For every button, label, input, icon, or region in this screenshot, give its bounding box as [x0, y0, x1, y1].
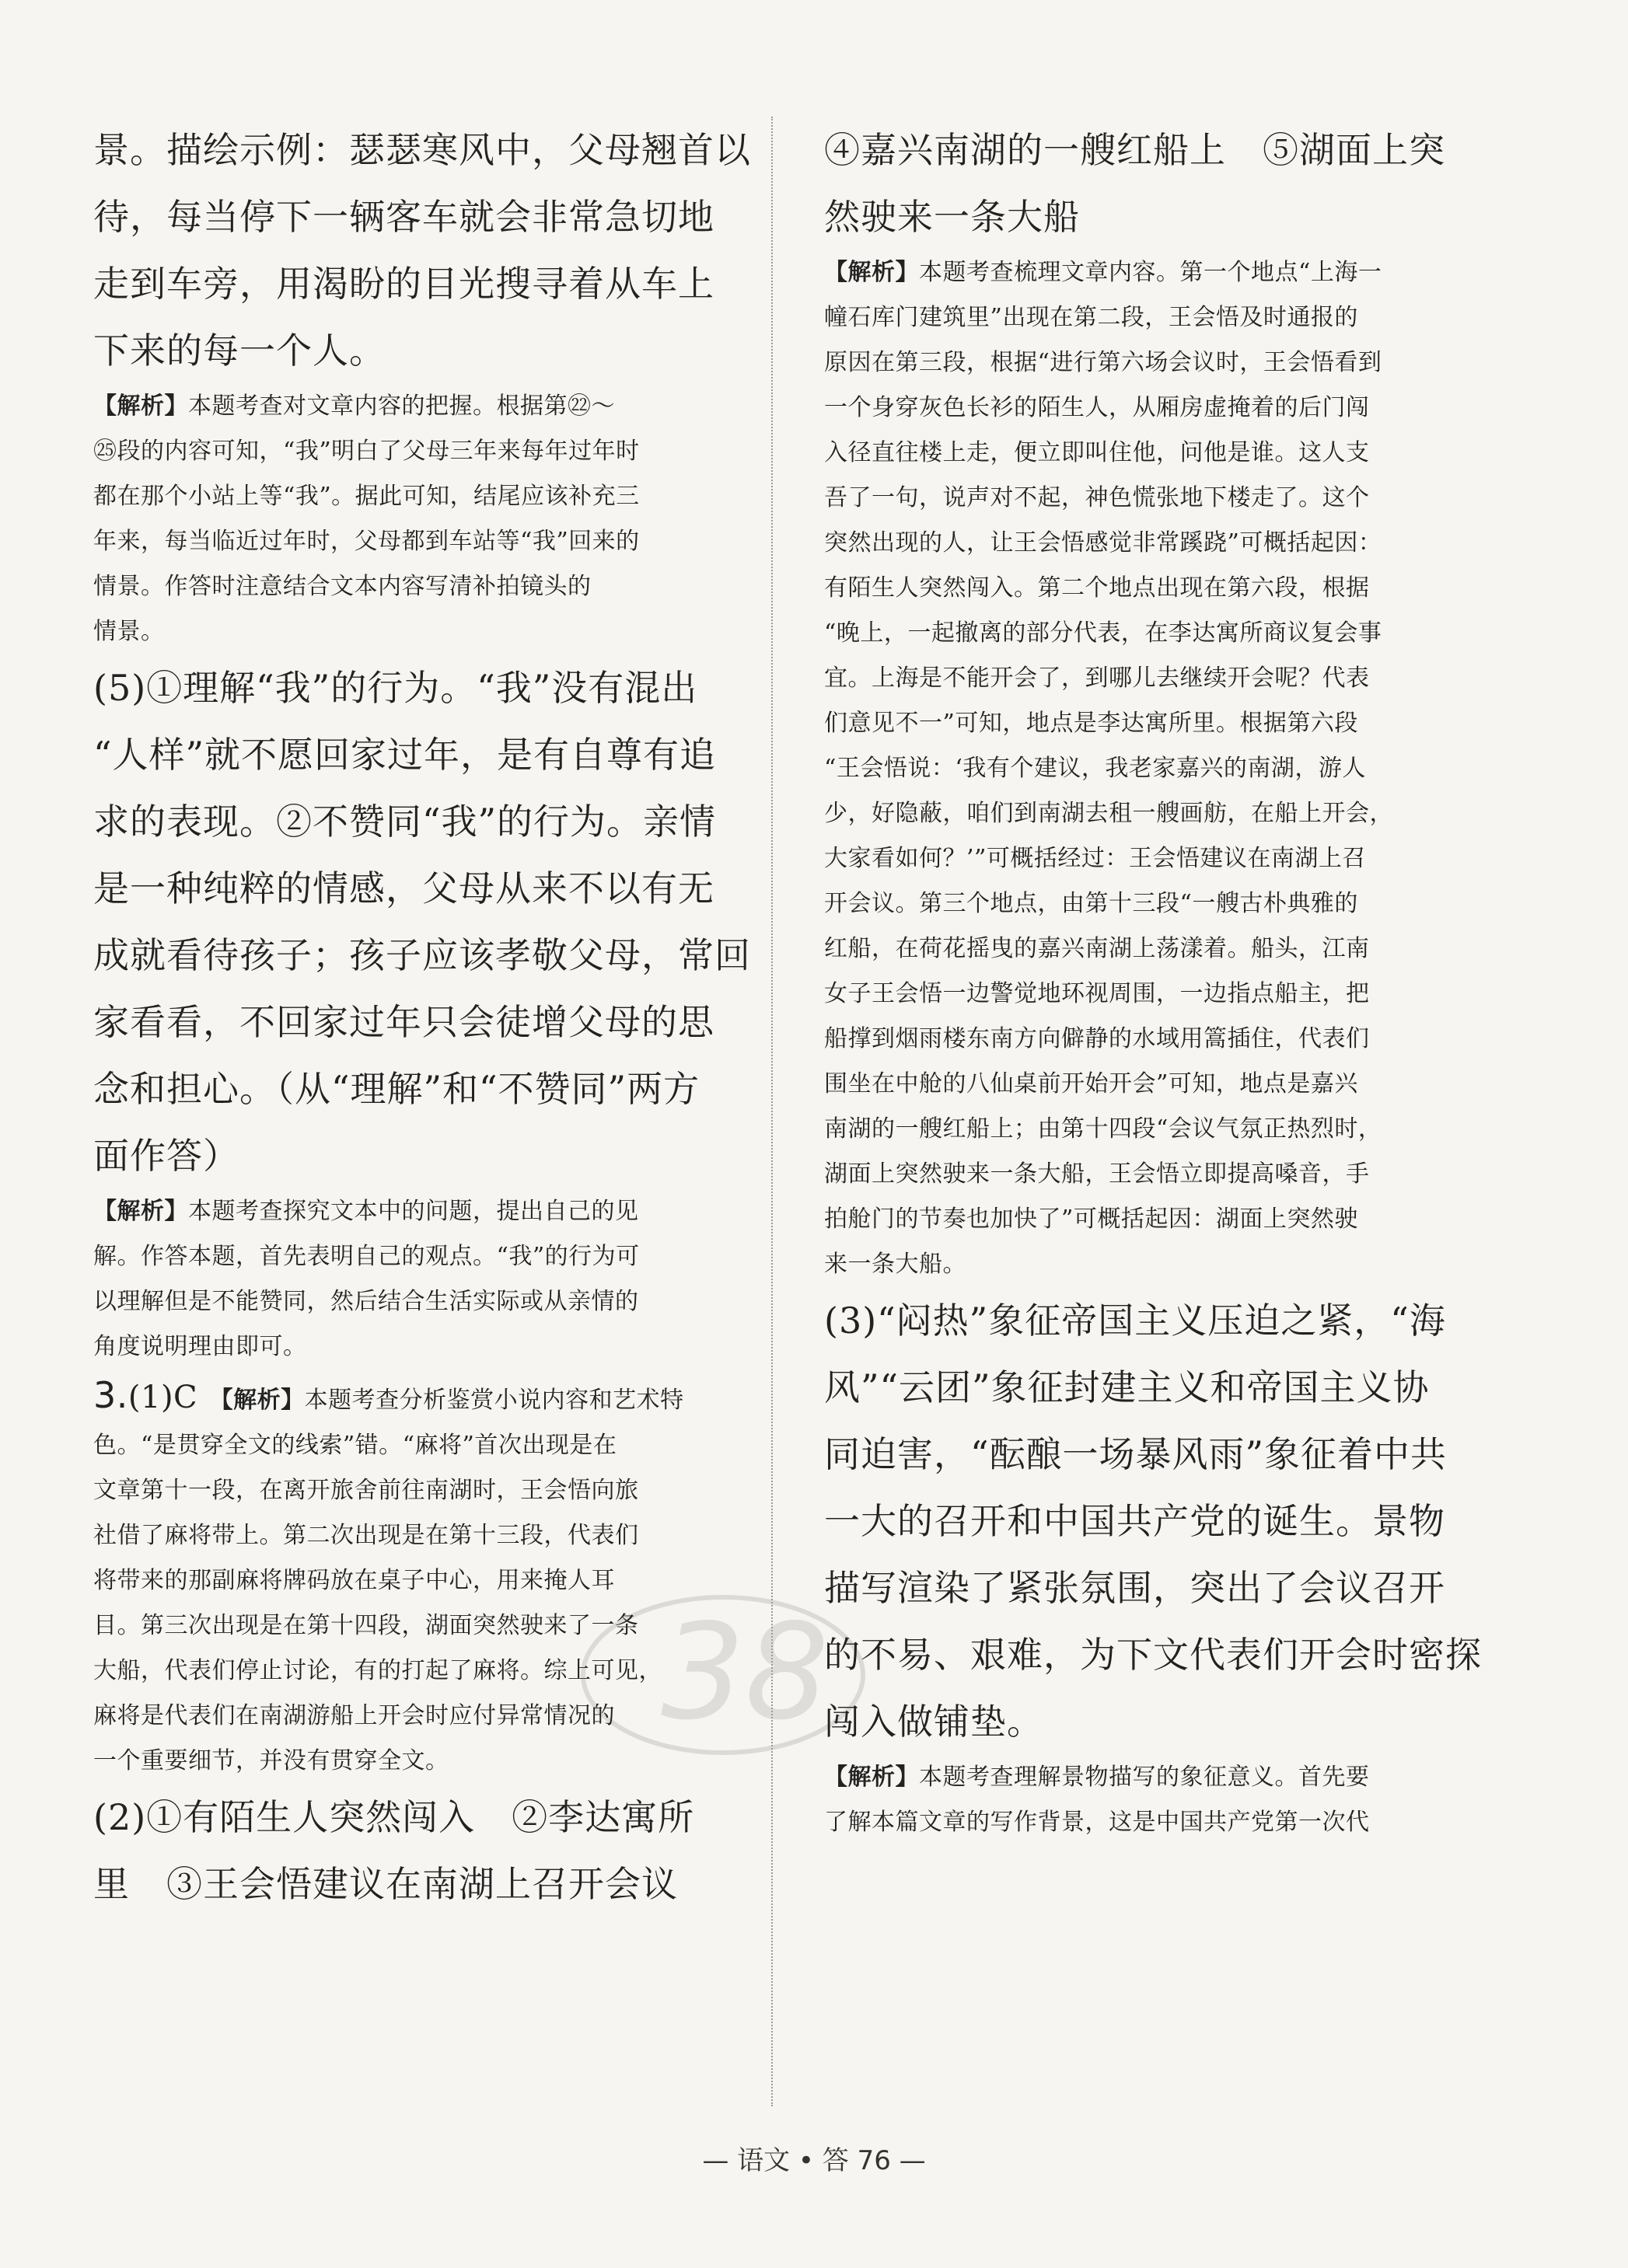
line-text: 社借了麻将带上。第二次出现是在第十三段，代表们 [93, 1522, 639, 1549]
line-text: 入径直往楼上走，便立即叫住他，问他是谁。这人支 [824, 439, 1370, 466]
line-text: 家看看，不回家过年只会徒增父母的思 [93, 1001, 714, 1043]
line-text: ㉕段的内容可知，“我”明白了父母三年来每年过年时 [93, 438, 640, 465]
analysis-tag: 【解析】 [93, 1198, 188, 1225]
line-text: 以理解但是不能赞同，然后结合生活实际或从亲情的 [93, 1288, 639, 1315]
line-text: 本题考查对文章内容的把握。根据第㉒～ [188, 393, 615, 420]
analysis-line [824, 1242, 1508, 1287]
line-text: 角度说明理由即可。 [93, 1333, 307, 1360]
analysis-line [824, 1107, 1508, 1152]
analysis-block [824, 250, 1508, 1287]
answer-line [824, 1488, 1508, 1554]
analysis-line [93, 1649, 777, 1694]
line-text: 女子王会悟一边警觉地环视周围，一边指点船主，把 [824, 980, 1370, 1007]
analysis-line [93, 1694, 777, 1739]
analysis-line [824, 1197, 1508, 1242]
line-text: 围坐在中舱的八仙桌前开始开会”可知，地点是嘉兴 [824, 1070, 1358, 1097]
line-text: 本题考查探究文本中的问题，提出自己的见 [188, 1198, 639, 1225]
answer-line [93, 1122, 777, 1189]
line-text: 景。描绘示例：瑟瑟寒风中，父母翘首以 [93, 129, 751, 171]
line-text: 们意见不一”可知，地点是李达寓所里。根据第六段 [824, 710, 1358, 737]
analysis-line [824, 521, 1508, 566]
analysis-line [824, 881, 1508, 926]
analysis-line [824, 611, 1508, 656]
answer-block [93, 117, 777, 384]
line-text: (5)①理解“我”的行为。“我”没有混出 [93, 667, 698, 709]
line-text: 大船，代表们停止讨论，有的打起了麻将。综上可见， [93, 1657, 662, 1684]
analysis-line [824, 746, 1508, 791]
line-text: 下来的每一个人。 [93, 330, 386, 372]
line-text: 宜。上海是不能开会了，到哪儿去继续开会呢？代表 [824, 665, 1370, 692]
line-text: 文章第十一段，在离开旅舍前往南湖时，王会悟向旅 [93, 1477, 639, 1504]
analysis-line [824, 972, 1508, 1017]
answer-line [824, 1354, 1508, 1421]
line-text: 南湖的一艘红船上；由第十四段“会议气氛正热烈时， [824, 1115, 1382, 1143]
line-text: 一个身穿灰色长衫的陌生人，从厢房虚掩着的后门闯 [824, 394, 1370, 421]
line-text: 来一条大船。 [824, 1251, 966, 1278]
answer-line [824, 1554, 1508, 1621]
answer-line [93, 1055, 777, 1122]
line-text: 的不易、艰难，为下文代表们开会时密探 [824, 1634, 1482, 1676]
question-number: 3. [93, 1374, 128, 1416]
analysis-line [93, 1468, 777, 1513]
answer-block [93, 654, 777, 1189]
analysis-line [824, 566, 1508, 611]
analysis-line [93, 1513, 777, 1558]
line-text: 本题考查梳理文章内容。第一个地点“上海一 [919, 259, 1382, 286]
answer-line [824, 1287, 1508, 1354]
line-text: 走到车旁，用渴盼的目光搜寻着从车上 [93, 263, 714, 305]
analysis-line [93, 564, 777, 609]
answer-block [824, 1287, 1508, 1755]
analysis-line [93, 519, 777, 564]
analysis-line [93, 474, 777, 519]
answer-line [93, 788, 777, 855]
analysis-block [824, 1755, 1508, 1845]
analysis-line [824, 386, 1508, 431]
analysis-line [93, 1423, 777, 1468]
question-3 [93, 1373, 777, 1423]
analysis-line [93, 1279, 777, 1324]
answer-line [824, 183, 1508, 250]
line-text: 都在那个小站上等“我”。据此可知，结尾应该补充三 [93, 483, 640, 510]
line-text: 求的表现。②不赞同“我”的行为。亲情 [93, 801, 717, 843]
analysis-line [824, 1800, 1508, 1845]
answer-line [824, 1421, 1508, 1488]
analysis-line [93, 1558, 777, 1603]
question-answer: (1)C [128, 1380, 198, 1415]
line-text: 吾了一句，说声对不起，神色慌张地下楼走了。这个 [824, 484, 1370, 511]
analysis-line [93, 429, 777, 474]
question-3-first-line [93, 1373, 777, 1423]
analysis-line [93, 1324, 777, 1370]
answer-line [93, 1784, 777, 1851]
analysis-line [824, 836, 1508, 881]
line-text: 里 ③王会悟建议在南湖上召开会议 [93, 1863, 678, 1905]
analysis-line [824, 295, 1508, 340]
analysis-line [824, 1755, 1508, 1800]
line-text: 麻将是代表们在南湖游船上开会时应付异常情况的 [93, 1702, 615, 1729]
line-text: 了解本篇文章的写作背景，这是中国共产党第一次代 [824, 1809, 1370, 1836]
answer-line [93, 654, 777, 721]
left-column [93, 117, 777, 1917]
analysis-tag: 【解析】 [824, 1764, 919, 1791]
analysis-line [824, 1062, 1508, 1107]
line-text: 解。作答本题，首先表明自己的观点。“我”的行为可 [93, 1243, 640, 1270]
line-text: 大家看如何？’”可概括经过：王会悟建议在南湖上召 [824, 845, 1366, 872]
analysis-line [93, 1234, 777, 1279]
line-text: 一个重要细节，并没有贯穿全文。 [93, 1747, 449, 1774]
line-text: “晚上，一起撤离的部分代表，在李达寓所商议复会事 [824, 619, 1382, 647]
analysis-line [93, 609, 777, 654]
line-text: ④嘉兴南湖的一艘红船上 ⑤湖面上突 [824, 129, 1445, 171]
line-text: 念和担心。（从“理解”和“不赞同”两方 [93, 1068, 700, 1110]
page-footer: — 语文 • 答 76 — [702, 2145, 926, 2176]
analysis-tag: 【解析】 [824, 259, 919, 286]
line-text: 本题考查理解景物描写的象征意义。首先要 [919, 1764, 1370, 1791]
analysis-tag: 【解析】 [93, 393, 188, 420]
line-text: 年来，每当临近过年时，父母都到车站等“我”回来的 [93, 528, 640, 555]
analysis-line [93, 1603, 777, 1649]
analysis-line [93, 1739, 777, 1784]
answer-line [93, 317, 777, 384]
analysis-line [824, 926, 1508, 972]
answer-line [824, 1688, 1508, 1755]
line-text: 船撑到烟雨楼东南方向僻静的水域用篙插住，代表们 [824, 1025, 1370, 1052]
analysis-line [824, 431, 1508, 476]
answer-line [824, 117, 1508, 183]
line-text: 成就看待孩子；孩子应该孝敬父母，常回 [93, 934, 751, 976]
answer-line [93, 183, 777, 250]
line-text: 幢石库门建筑里”出现在第二段，王会悟及时通报的 [824, 304, 1358, 331]
answer-line [824, 1621, 1508, 1688]
analysis-line [824, 791, 1508, 836]
line-text: 面作答） [93, 1135, 239, 1177]
answer-line [93, 922, 777, 989]
line-text: (2)①有陌生人突然闯入 ②李达寓所 [93, 1796, 695, 1838]
line-text: 将带来的那副麻将牌码放在桌子中心，用来掩人耳 [93, 1567, 615, 1594]
line-text: 待，每当停下一辆客车就会非常急切地 [93, 196, 714, 238]
line-text: 色。“是贯穿全文的线索”错。“麻将”首次出现是在 [93, 1432, 617, 1459]
answer-line [93, 250, 777, 317]
analysis-block [93, 1423, 777, 1784]
line-text: 红船，在荷花摇曳的嘉兴南湖上荡漾着。船头，江南 [824, 935, 1370, 962]
analysis-line [93, 1189, 777, 1234]
analysis-line [824, 656, 1508, 701]
analysis-block [93, 384, 777, 654]
analysis-block [93, 1189, 777, 1370]
line-text: 情景。 [93, 618, 165, 645]
analysis-line [824, 476, 1508, 521]
analysis-line [824, 1152, 1508, 1197]
line-text: 是一种纯粹的情感，父母从来不以有无 [93, 867, 714, 909]
line-text: 情景。作答时注意结合文本内容写清补拍镜头的 [93, 573, 592, 600]
line-text: 闯入做铺垫。 [824, 1701, 1043, 1743]
answer-line [93, 855, 777, 922]
line-text: 湖面上突然驶来一条大船，王会悟立即提高嗓音，手 [824, 1160, 1370, 1188]
line-text: 开会议。第三个地点，由第十三段“一艘古朴典雅的 [824, 890, 1358, 917]
answer-line [93, 989, 777, 1055]
analysis-line [824, 340, 1508, 386]
answer-line [93, 1851, 777, 1917]
line-text: 原因在第三段，根据“进行第六场会议时，王会悟看到 [824, 349, 1382, 376]
answer-block [93, 1784, 777, 1917]
line-text: 突然出现的人，让王会悟感觉非常蹊跷”可概括起因： [824, 529, 1382, 557]
right-column [824, 117, 1508, 1845]
answer-block [824, 117, 1508, 250]
line-text: “王会悟说：‘我有个建议，我老家嘉兴的南湖，游人 [824, 755, 1366, 782]
analysis-line [824, 1017, 1508, 1062]
line-text: 一大的召开和中国共产党的诞生。景物 [824, 1500, 1445, 1542]
line-text: 然驶来一条大船 [824, 196, 1080, 238]
line-text: 同迫害，“酝酿一场暴风雨”象征着中共 [824, 1433, 1448, 1475]
analysis-line [824, 701, 1508, 746]
line-text: “人样”就不愿回家过年，是有自尊有追 [93, 734, 717, 776]
analysis-tag: 【解析】 [221, 1387, 305, 1414]
answer-line [93, 117, 777, 183]
line-text: 描写渲染了紧张氛围，突出了会议召开 [824, 1567, 1445, 1609]
analysis-line [93, 384, 777, 429]
line-text: 拍舱门的节奏也加快了”可概括起因：湖面上突然驶 [824, 1206, 1358, 1233]
line-text: 目。第三次出现是在第十四段，湖面突然驶来了一条 [93, 1612, 639, 1639]
line-text: (3)“闷热”象征帝国主义压迫之紧，“海 [824, 1300, 1446, 1342]
answer-line [93, 721, 777, 788]
analysis-text: 本题考查分析鉴赏小说内容和艺术特 [304, 1387, 684, 1414]
svg-text:38: 38 [661, 1596, 830, 1750]
line-text: 少，好隐蔽，咱们到南湖去租一艘画舫，在船上开会， [824, 800, 1393, 827]
line-text: 有陌生人突然闯入。第二个地点出现在第六段，根据 [824, 574, 1370, 602]
analysis-line [824, 250, 1508, 295]
line-text: 风”“云团”象征封建主义和帝国主义协 [824, 1366, 1430, 1408]
